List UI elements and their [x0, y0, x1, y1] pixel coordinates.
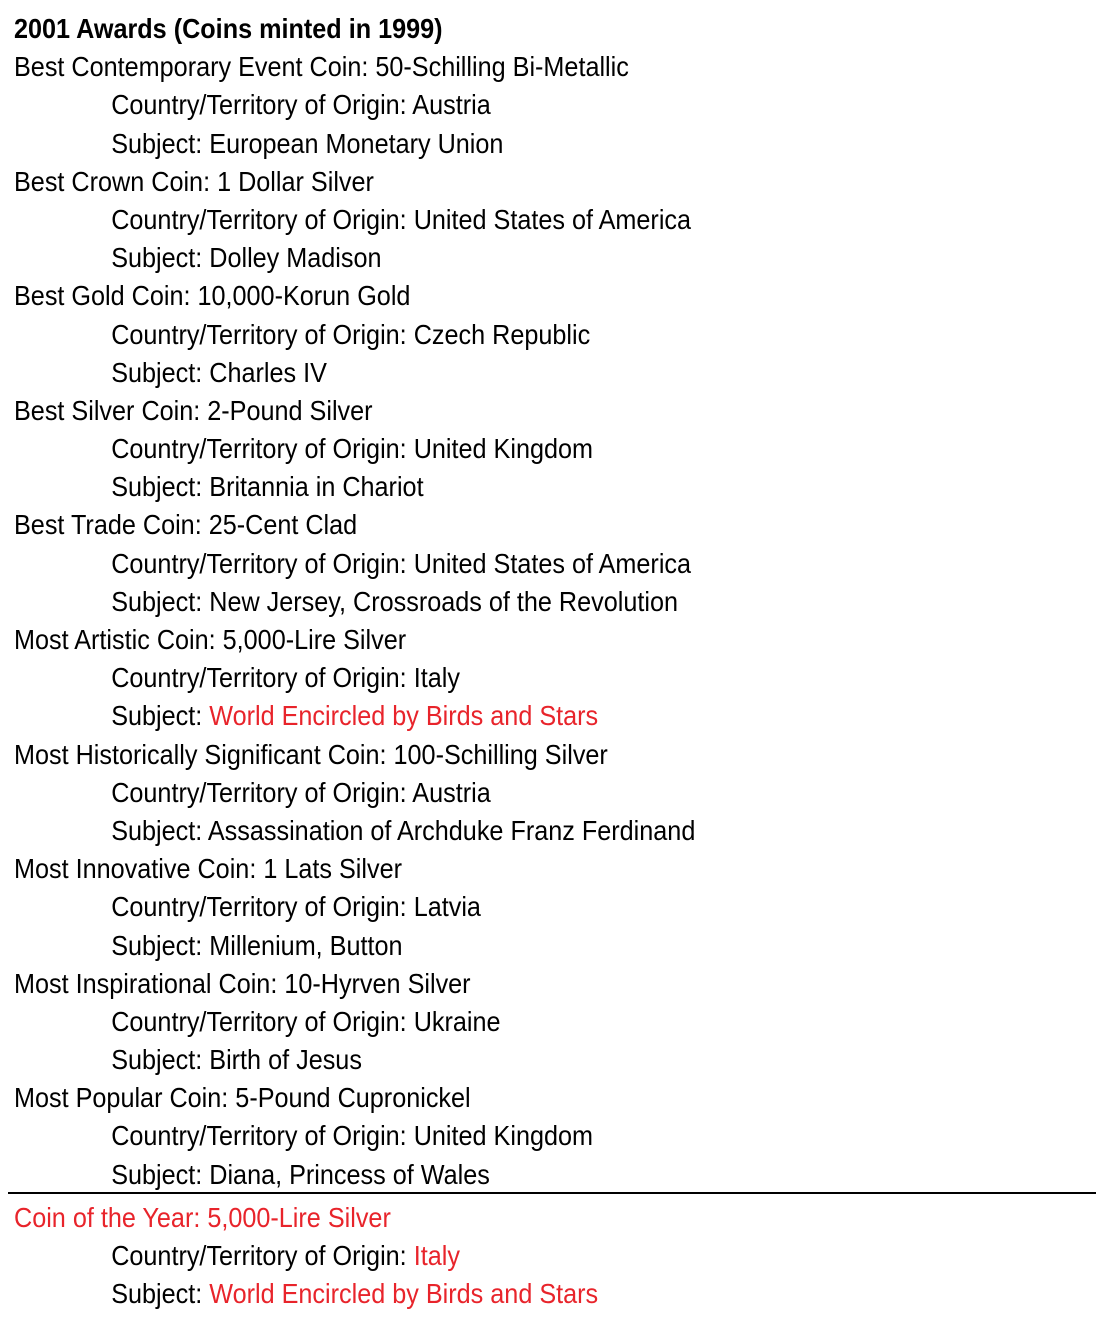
- origin-label: Country/Territory of Origin:: [111, 776, 413, 808]
- subject-label: Subject:: [111, 1044, 210, 1076]
- award-origin: [14, 316, 986, 354]
- award-subject: [14, 583, 986, 621]
- origin-value: Austria: [412, 776, 491, 808]
- origin-value: Ukraine: [413, 1005, 501, 1037]
- origin-value-highlighted: Italy: [413, 1240, 460, 1272]
- subject-value: Britannia in Chariot: [209, 471, 424, 503]
- origin-label: Country/Territory of Origin:: [111, 433, 414, 465]
- origin-value: United States of America: [413, 547, 692, 579]
- subject-label: Subject:: [111, 1278, 210, 1310]
- award-origin: [14, 545, 986, 583]
- origin-label: Country/Territory of Origin:: [111, 203, 414, 235]
- award-category: Most Artistic Coin: 5,000-Lire Silver: [14, 624, 407, 655]
- coin-of-the-year-origin: [14, 1237, 986, 1275]
- award-origin: [14, 86, 986, 124]
- origin-value: United Kingdom: [413, 433, 594, 465]
- subject-label: Subject:: [111, 471, 210, 503]
- subject-label: Subject:: [111, 242, 210, 274]
- award-category: Best Crown Coin: 1 Dollar Silver: [14, 165, 374, 197]
- coin-of-the-year-section: [14, 1199, 1094, 1314]
- award-category: Best Gold Coin: 10,000-Korun Gold: [14, 280, 411, 312]
- subject-label: Subject:: [111, 127, 210, 159]
- subject-label: Subject:: [111, 700, 210, 732]
- origin-value: Latvia: [413, 891, 481, 923]
- coin-of-the-year-category: Coin of the Year: 5,000-Lire Silver: [14, 1202, 391, 1233]
- award-category: Most Historically Significant Coin: 100-Schilling Silver: [14, 738, 608, 770]
- award-category: Best Silver Coin: 2-Pound Silver: [14, 394, 373, 426]
- subject-label: Subject:: [111, 356, 210, 388]
- subject-value-highlighted: World Encircled by Birds and Stars: [209, 1278, 599, 1310]
- origin-value: Czech Republic: [413, 318, 591, 350]
- subject-value: New Jersey, Crossroads of the Revolution: [209, 585, 679, 617]
- award-origin: [14, 201, 986, 239]
- award-category: Best Contemporary Event Coin: 50-Schilling Bi-Metallic: [14, 51, 629, 83]
- subject-value: Dolley Madison: [209, 242, 382, 274]
- subject-label: Subject:: [111, 585, 210, 617]
- origin-value: Austria: [412, 89, 491, 121]
- coin-of-the-year-subject: [14, 1275, 986, 1313]
- origin-label: Country/Territory of Origin:: [111, 318, 414, 350]
- origin-label: Country/Territory of Origin:: [111, 1120, 414, 1152]
- origin-label: Country/Territory of Origin:: [111, 1240, 414, 1272]
- award-origin: [14, 1003, 986, 1041]
- origin-label: Country/Territory of Origin:: [111, 89, 413, 121]
- origin-label: Country/Territory of Origin:: [111, 1005, 414, 1037]
- origin-value: United States of America: [413, 203, 692, 235]
- award-origin: [14, 888, 986, 926]
- subject-value: Diana, Princess of Wales: [209, 1158, 490, 1190]
- subject-value: Millenium, Button: [209, 929, 403, 961]
- award-subject: [14, 1156, 986, 1194]
- award-subject: [14, 1041, 986, 1079]
- award-subject: [14, 697, 986, 735]
- subject-value: Assassination of Archduke Franz Ferdinand: [207, 814, 696, 846]
- award-subject: [14, 468, 986, 506]
- divider-rule: [8, 1192, 1096, 1194]
- award-category: Most Popular Coin: 5-Pound Cupronickel: [14, 1082, 471, 1114]
- award-subject: [14, 125, 986, 163]
- origin-label: Country/Territory of Origin:: [111, 662, 414, 694]
- award-origin: [14, 774, 986, 812]
- subject-value: Charles IV: [209, 356, 327, 388]
- award-origin: [14, 1117, 986, 1155]
- award-category: Most Innovative Coin: 1 Lats Silver: [14, 853, 402, 885]
- subject-value-highlighted: World Encircled by Birds and Stars: [209, 700, 599, 732]
- award-subject: [14, 354, 986, 392]
- award-category: Most Inspirational Coin: 10-Hyrven Silver: [14, 967, 471, 999]
- origin-value: Italy: [413, 662, 460, 694]
- origin-label: Country/Territory of Origin:: [111, 547, 414, 579]
- award-origin: [14, 430, 986, 468]
- origin-label: Country/Territory of Origin:: [111, 891, 414, 923]
- awards-document: [14, 10, 1094, 1194]
- subject-label: Subject:: [111, 929, 210, 961]
- award-origin: [14, 659, 986, 697]
- page-title: 2001 Awards (Coins minted in 1999): [14, 13, 443, 44]
- subject-label: Subject:: [111, 1158, 210, 1190]
- award-subject: [14, 927, 986, 965]
- subject-label: Subject:: [111, 814, 208, 846]
- subject-value: European Monetary Union: [209, 127, 504, 159]
- award-category: Best Trade Coin: 25-Cent Clad: [14, 509, 358, 541]
- award-subject: [14, 812, 986, 850]
- subject-value: Birth of Jesus: [209, 1044, 362, 1076]
- origin-value: United Kingdom: [413, 1120, 594, 1152]
- award-subject: [14, 239, 986, 277]
